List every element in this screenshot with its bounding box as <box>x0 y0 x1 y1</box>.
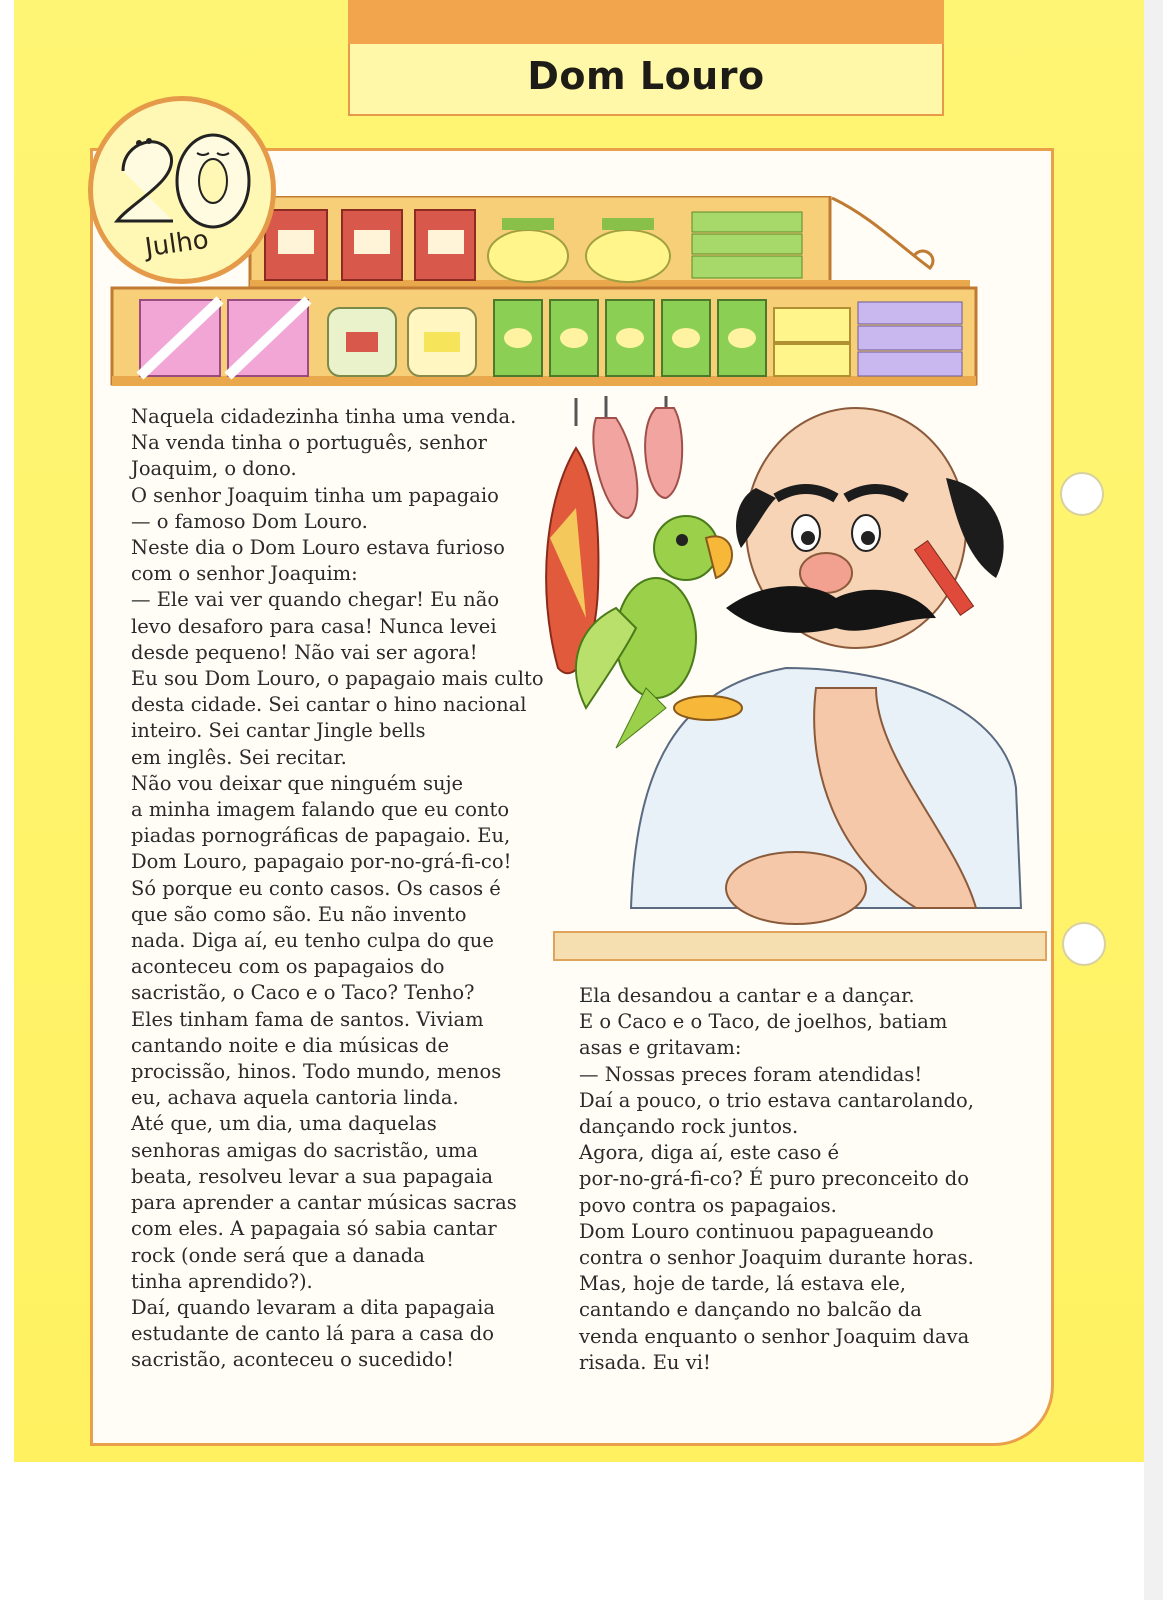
story-line: cantando noite e dia músicas de <box>131 1033 450 1057</box>
story-line: Até que, um dia, uma daquelas <box>131 1112 437 1136</box>
story-line: com o senhor Joaquim: <box>131 562 358 586</box>
story-line: rock (onde será que a danada <box>131 1243 425 1267</box>
story-line: — Nossas preces foram atendidas! <box>579 1062 923 1086</box>
story-line: Mas, hoje de tarde, lá estava ele, <box>579 1272 906 1296</box>
story-line: Naquela cidadezinha tinha uma venda. <box>131 405 517 428</box>
shop-counter <box>553 931 1047 961</box>
story-line: Na venda tinha o português, senhor <box>131 431 487 455</box>
grocer-and-parrot-illustration <box>536 388 1046 933</box>
story-line: Daí, quando levaram a dita papagaia <box>131 1295 495 1319</box>
story-line: asas e gritavam: <box>579 1036 742 1060</box>
story-line: que são como são. Eu não invento <box>131 902 467 926</box>
title-band <box>348 0 944 118</box>
story-left-column <box>131 404 544 1374</box>
story-line: Eu sou Dom Louro, o papagaio mais culto <box>131 667 544 691</box>
story-line: O senhor Joaquim tinha um papagaio <box>131 483 499 507</box>
story-line: aconteceu com os papagaios do <box>131 955 445 979</box>
scan-edge <box>1144 0 1163 1600</box>
story-line: nada. Diga aí, eu tenho culpa do que <box>131 929 494 953</box>
story-line: sacristão, aconteceu o sucedido! <box>131 1348 454 1372</box>
story-line: em inglês. Sei recitar. <box>131 745 347 769</box>
story-line: — o famoso Dom Louro. <box>131 509 368 533</box>
story-line: Neste dia o Dom Louro estava furioso <box>131 536 505 560</box>
date-month: Julho <box>143 224 211 264</box>
story-line: levo desaforo para casa! Nunca levei <box>131 614 497 638</box>
binder-hole-top <box>1060 472 1104 516</box>
story-line: Ela desandou a cantar e a dançar. <box>579 984 915 1007</box>
binder-hole-bottom <box>1062 922 1106 966</box>
story-line: com eles. A papagaia só sabia cantar <box>131 1217 497 1241</box>
story-line: eu, achava aquela cantoria linda. <box>131 1086 459 1110</box>
story-line: beata, resolveu levar a sua papagaia <box>131 1164 494 1188</box>
story-line: piadas pornográficas de papagaio. Eu, <box>131 824 511 848</box>
date-badge <box>88 96 276 284</box>
story-line: sacristão, o Caco e o Taco? Tenho? <box>131 981 475 1005</box>
story-line: Agora, diga aí, este caso é <box>579 1141 840 1165</box>
story-line: Daí a pouco, o trio estava cantarolando, <box>579 1088 974 1112</box>
story-line: inteiro. Sei cantar Jingle bells <box>131 719 426 743</box>
page-title: Dom Louro <box>527 54 765 98</box>
story-line: procissão, hinos. Todo mundo, menos <box>131 1060 502 1084</box>
story-right-column <box>579 983 974 1376</box>
story-line: senhoras amigas do sacristão, uma <box>131 1138 479 1162</box>
story-line: estudante de canto lá para a casa do <box>131 1322 495 1346</box>
upper-jars <box>265 210 802 282</box>
story-line: dançando rock juntos. <box>579 1115 799 1139</box>
title-band-top <box>348 0 944 44</box>
lower-boxes <box>140 300 962 376</box>
story-line: desta cidade. Sei cantar o hino nacional <box>131 693 527 717</box>
story-line: Eles tinham fama de santos. Viviam <box>131 1007 484 1031</box>
story-line: por-no-grá-fi-co? É puro preconceito do <box>579 1167 969 1191</box>
story-line: para aprender a cantar músicas sacras <box>131 1191 517 1215</box>
story-line: Só porque eu conto casos. Os casos é <box>131 876 501 900</box>
story-line: Dom Louro, papagaio por-no-grá-fi-co! <box>131 850 512 874</box>
story-line: venda enquanto o senhor Joaquim dava <box>579 1324 970 1348</box>
story-line: Joaquim, o dono. <box>131 457 297 481</box>
story-line: Não vou deixar que ninguém suje <box>131 771 464 795</box>
story-line: tinha aprendido?). <box>131 1269 313 1293</box>
parrot-icon <box>576 516 742 748</box>
story-line: desde pequeno! Não vai ser agora! <box>131 640 478 664</box>
story-line: — Ele vai ver quando chegar! Eu não <box>131 588 500 612</box>
story-line: E o Caco e o Taco, de joelhos, batiam <box>579 1010 948 1034</box>
story-line: contra o senhor Joaquim durante horas. <box>579 1246 974 1270</box>
story-line: povo contra os papagaios. <box>579 1193 837 1217</box>
story-line: cantando e dançando no balcão da <box>579 1298 922 1322</box>
story-line: a minha imagem falando que eu conto <box>131 798 510 822</box>
story-line: risada. Eu vi! <box>579 1350 711 1374</box>
story-line: Dom Louro continuou papagueando <box>579 1219 934 1243</box>
